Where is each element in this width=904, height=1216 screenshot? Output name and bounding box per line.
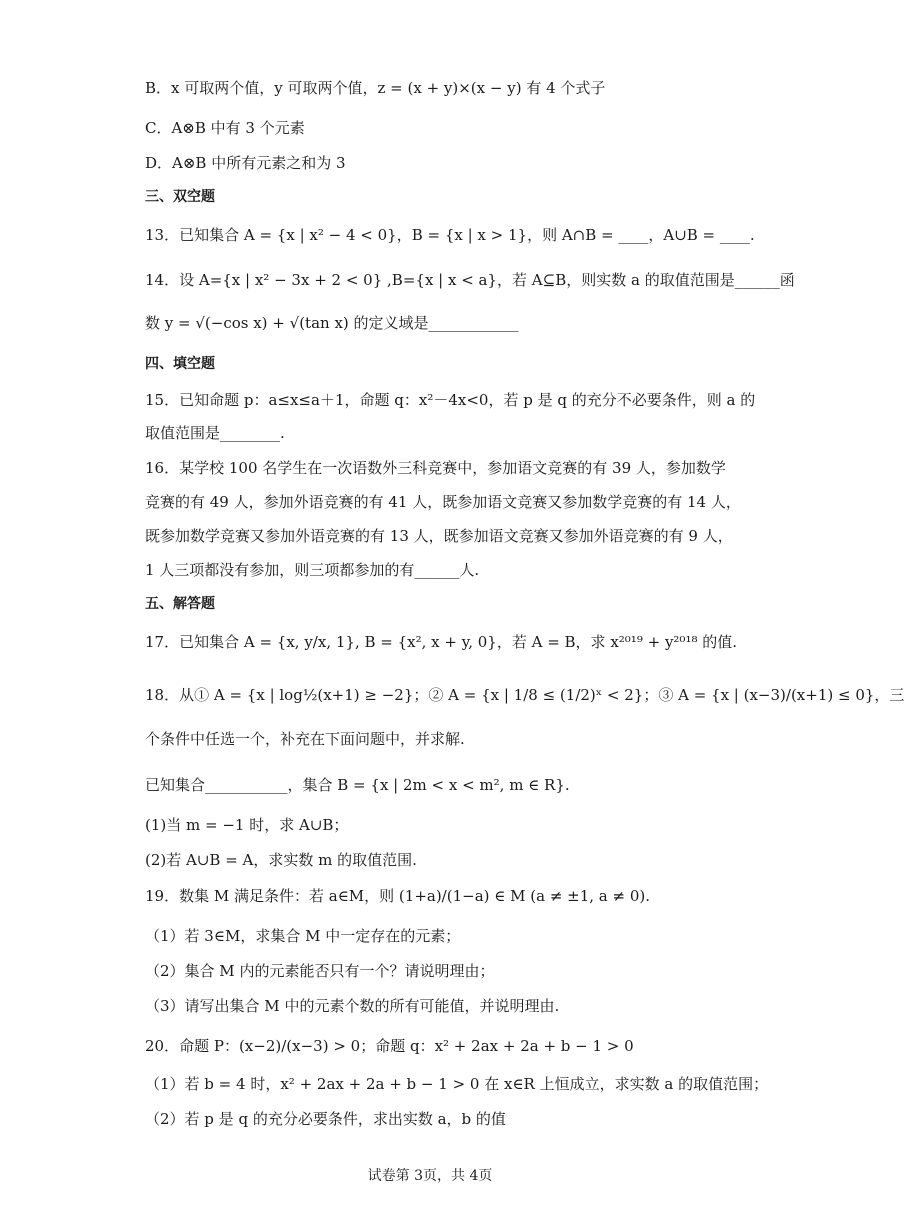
question-20: 20．命题 P：(x−2)/(x−3) > 0；命题 q：x² + 2ax + 2a + b − 1 > 0 [145,1037,634,1055]
question-18-line3: 已知集合___________，集合 B = {x | 2m < x < m², m ∈ R}. [145,776,570,794]
section-heading-fill-blank: 四、填空题 [145,356,215,372]
question-15-line2: 取值范围是________. [145,424,285,442]
question-18-part1: (1)当 m = −1 时，求 A∪B； [145,816,349,834]
question-16-line1: 16．某学校 100 名学生在一次语数外三科竞赛中，参加语文竞赛的有 39 人，参加数学 [145,459,726,477]
question-20-part1: （1）若 b = 4 时，x² + 2ax + 2a + b − 1 > 0 在 x∈R 上恒成立，求实数 a 的取值范围； [145,1075,769,1093]
option-b: B．x 可取两个值，y 可取两个值，z = (x + y)×(x − y) 有 4 个式子 [145,79,606,97]
section-heading-solve: 五、解答题 [145,596,215,612]
section-heading-dual-blank: 三、双空题 [145,189,215,205]
page-footer: 试卷第 3页，共 4页 [367,1168,493,1184]
question-18-line2: 个条件中任选一个，补充在下面问题中，并求解. [145,730,465,748]
question-18-line1: 18．从① A = {x | log½(x+1) ≥ −2}；② A = {x | 1/8 ≤ (1/2)ˣ < 2}；③ A = {x | (x−3)/(x+1) ≤ 0}，三 [145,686,904,704]
question-16-line4: 1 人三项都没有参加，则三项都参加的有______人. [145,561,480,579]
question-16-line2: 竞赛的有 49 人，参加外语竞赛的有 41 人，既参加语文竞赛又参加数学竞赛的有 14 人， [145,493,741,511]
question-19-part3: （3）请写出集合 M 中的元素个数的所有可能值，并说明理由. [145,997,560,1015]
question-20-part2: （2）若 p 是 q 的充分必要条件，求出实数 a，b 的值 [145,1110,506,1128]
question-19: 19．数集 M 满足条件：若 a∈M，则 (1+a)/(1−a) ∈ M (a ≠ ±1, a ≠ 0). [145,887,651,905]
question-15-line1: 15．已知命题 p：a≤x≤a＋1，命题 q：x²－4x<0，若 p 是 q 的充分不必要条件，则 a 的 [145,391,756,409]
question-19-part2: （2）集合 M 内的元素能否只有一个？请说明理由； [145,962,495,980]
question-13: 13．已知集合 A = {x | x² − 4 < 0}，B = {x | x > 1}，则 A∩B = ____，A∪B = ____. [145,226,755,244]
question-14-line2: 数 y = √(−cos x) + √(tan x) 的定义域是____________ [145,314,519,332]
question-16-line3: 既参加数学竞赛又参加外语竞赛的有 13 人，既参加语文竞赛又参加外语竞赛的有 9 人， [145,527,733,545]
option-d: D．A⊗B 中所有元素之和为 3 [145,154,346,172]
question-17: 17．已知集合 A = {x, y/x, 1}, B = {x², x + y, 0}，若 A = B，求 x²⁰¹⁹ + y²⁰¹⁸ 的值. [145,633,738,651]
question-19-part1: （1）若 3∈M，求集合 M 中一定存在的元素； [145,927,461,945]
question-14-line1: 14．设 A={x | x² − 3x + 2 < 0} ,B={x | x < a}，若 A⊆B，则实数 a 的取值范围是______函 [145,271,795,289]
question-18-part2: (2)若 A∪B = A，求实数 m 的取值范围. [145,851,417,869]
option-c: C．A⊗B 中有 3 个元素 [145,119,305,137]
